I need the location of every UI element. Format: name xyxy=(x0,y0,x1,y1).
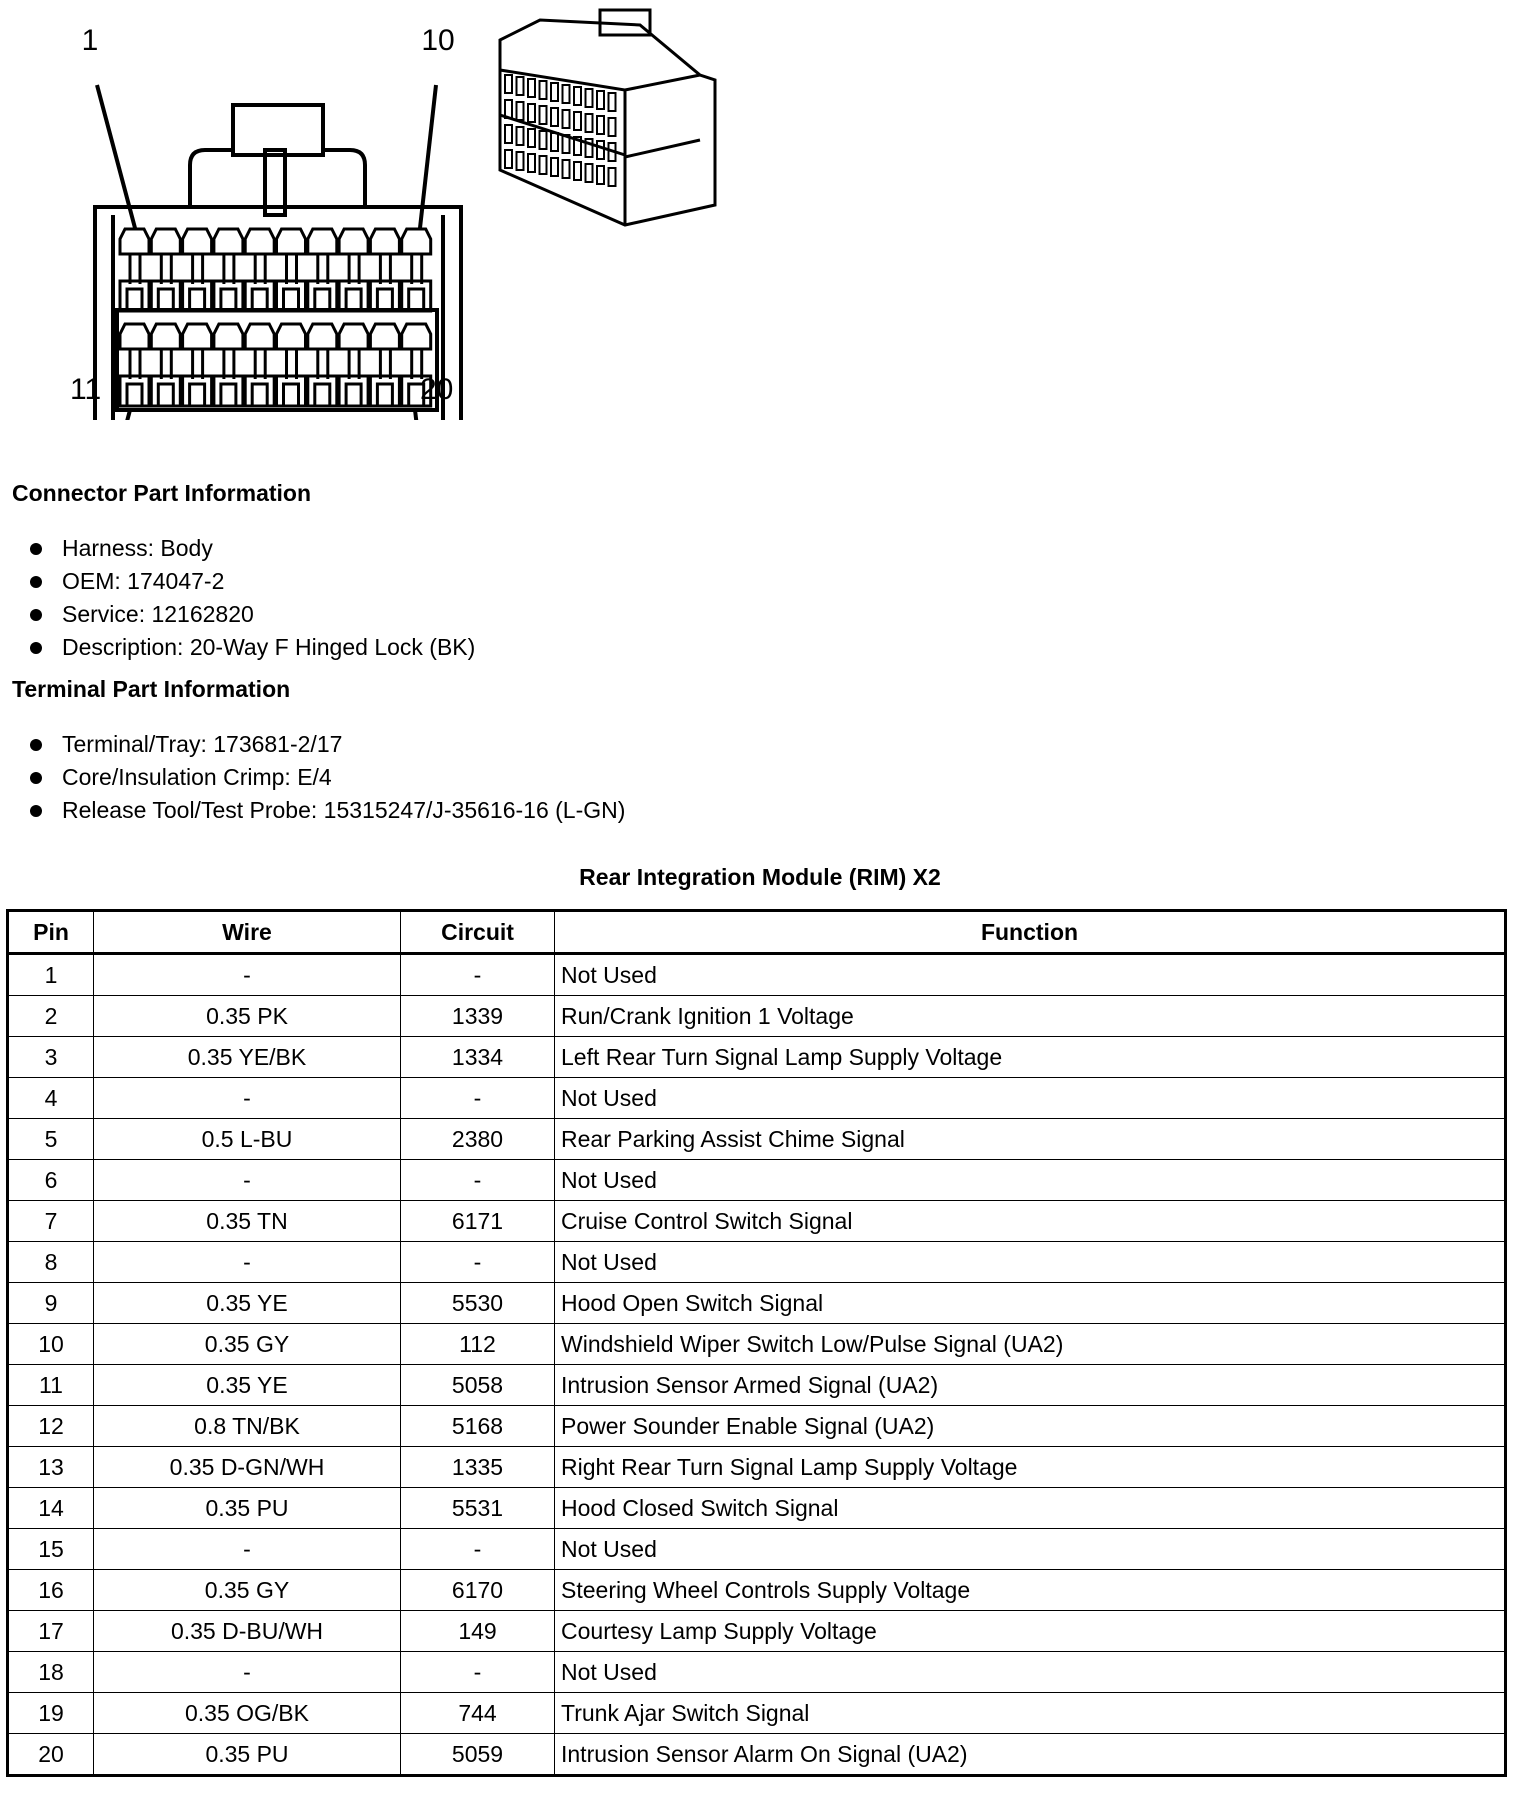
pin-cavity-3d xyxy=(551,83,558,101)
table-row xyxy=(8,1529,1506,1570)
header-pin: Pin xyxy=(8,911,94,954)
pin-cavity xyxy=(151,324,180,406)
pinout-table xyxy=(6,909,1507,1777)
connector-info-heading: Connector Part Information xyxy=(12,480,312,506)
cell-wire: 0.35 YE/BK xyxy=(94,1037,401,1078)
pin-cavity-3d xyxy=(505,125,512,143)
cell-function: Rear Parking Assist Chime Signal xyxy=(555,1119,1506,1160)
table-row xyxy=(8,1488,1506,1529)
pin-cavity xyxy=(120,324,149,406)
cell-wire: 0.35 PK xyxy=(94,996,401,1037)
cell-function: Hood Open Switch Signal xyxy=(555,1283,1506,1324)
list-item: Core/Insulation Crimp: E/4 xyxy=(28,761,625,794)
pin-cavity-3d xyxy=(586,164,593,182)
cell-circuit: 6171 xyxy=(401,1201,555,1242)
cell-pin: 18 xyxy=(8,1652,94,1693)
table-title: Rear Integration Module (RIM) X2 xyxy=(579,864,941,890)
pin-cavity-3d xyxy=(551,158,558,176)
pin-cavity-3d xyxy=(540,106,547,124)
cell-wire: - xyxy=(94,1529,401,1570)
table-row xyxy=(8,1078,1506,1119)
cell-function: Windshield Wiper Switch Low/Pulse Signal (UA2) xyxy=(555,1324,1506,1365)
cell-function: Cruise Control Switch Signal xyxy=(555,1201,1506,1242)
list-item: OEM: 174047-2 xyxy=(28,565,475,598)
cell-function: Courtesy Lamp Supply Voltage xyxy=(555,1611,1506,1652)
cell-pin: 20 xyxy=(8,1734,94,1776)
pin-cavity xyxy=(183,229,212,311)
cell-circuit: 5530 xyxy=(401,1283,555,1324)
pin-cavity-3d xyxy=(528,79,535,97)
pin-cavity xyxy=(214,229,243,311)
cell-circuit: - xyxy=(401,1652,555,1693)
cell-wire: 0.35 TN xyxy=(94,1201,401,1242)
table-row xyxy=(8,1693,1506,1734)
pin-cavity xyxy=(339,324,368,406)
cell-pin: 5 xyxy=(8,1119,94,1160)
cell-function: Power Sounder Enable Signal (UA2) xyxy=(555,1406,1506,1447)
cell-pin: 19 xyxy=(8,1693,94,1734)
pin-cavity xyxy=(120,229,149,311)
list-item: Harness: Body xyxy=(28,532,475,565)
cell-function: Not Used xyxy=(555,1242,1506,1283)
pin-cavity-3d xyxy=(540,156,547,174)
cell-function: Steering Wheel Controls Supply Voltage xyxy=(555,1570,1506,1611)
pin-cavity xyxy=(308,229,337,311)
cell-pin: 15 xyxy=(8,1529,94,1570)
pin-cavity-3d xyxy=(505,150,512,168)
pin-cavity-3d xyxy=(597,91,604,109)
cell-wire: - xyxy=(94,1160,401,1201)
pin-cavity-3d xyxy=(574,87,581,105)
pin-cavity xyxy=(277,324,306,406)
cell-pin: 9 xyxy=(8,1283,94,1324)
pin-cavity-3d xyxy=(517,127,524,145)
pin-label-20: 20 xyxy=(420,373,454,406)
pin-label-10: 10 xyxy=(421,24,455,57)
table-row xyxy=(8,1447,1506,1488)
cell-circuit: 1339 xyxy=(401,996,555,1037)
connector-info-list xyxy=(28,532,475,664)
pin-cavity xyxy=(245,324,274,406)
table-row xyxy=(8,1611,1506,1652)
pin-cavity-3d xyxy=(551,108,558,126)
cell-wire: 0.35 D-BU/WH xyxy=(94,1611,401,1652)
header-function: Function xyxy=(555,911,1506,954)
cell-circuit: 6170 xyxy=(401,1570,555,1611)
cell-wire: - xyxy=(94,1078,401,1119)
terminal-info-heading: Terminal Part Information xyxy=(12,676,291,702)
pin-cavity xyxy=(370,324,399,406)
cell-pin: 4 xyxy=(8,1078,94,1119)
cell-function: Hood Closed Switch Signal xyxy=(555,1488,1506,1529)
cell-pin: 6 xyxy=(8,1160,94,1201)
cell-wire: 0.8 TN/BK xyxy=(94,1406,401,1447)
pin-cavity-3d xyxy=(517,152,524,170)
cell-pin: 10 xyxy=(8,1324,94,1365)
cell-circuit: 1334 xyxy=(401,1037,555,1078)
cell-circuit: 1335 xyxy=(401,1447,555,1488)
pin-cavity-3d xyxy=(528,154,535,172)
pin-cavity xyxy=(214,324,243,406)
table-row xyxy=(8,1037,1506,1078)
cell-circuit: - xyxy=(401,1242,555,1283)
table-row xyxy=(8,1324,1506,1365)
cell-wire: 0.35 PU xyxy=(94,1734,401,1776)
cell-pin: 7 xyxy=(8,1201,94,1242)
pin-cavity xyxy=(370,229,399,311)
cell-pin: 16 xyxy=(8,1570,94,1611)
pin-cavity xyxy=(245,229,274,311)
cell-circuit: 149 xyxy=(401,1611,555,1652)
pin-cavity-3d xyxy=(574,112,581,130)
cell-pin: 3 xyxy=(8,1037,94,1078)
list-item: Description: 20-Way F Hinged Lock (BK) xyxy=(28,631,475,664)
header-circuit: Circuit xyxy=(401,911,555,954)
cell-circuit: - xyxy=(401,1160,555,1201)
cell-circuit: - xyxy=(401,1078,555,1119)
cell-function: Not Used xyxy=(555,1078,1506,1119)
cell-pin: 13 xyxy=(8,1447,94,1488)
table-header-row xyxy=(8,911,1506,954)
connector-face-diagram xyxy=(0,0,760,420)
terminal-info-list xyxy=(28,728,625,827)
table-row xyxy=(8,954,1506,996)
pin-cavity-3d xyxy=(517,102,524,120)
pin-cavity xyxy=(339,229,368,311)
pin-cavity-3d xyxy=(586,89,593,107)
cell-circuit: 5531 xyxy=(401,1488,555,1529)
pin-cavity-3d xyxy=(609,93,616,111)
connector-3d-view xyxy=(500,10,715,225)
cell-circuit: - xyxy=(401,1529,555,1570)
pin-cavity-3d xyxy=(597,166,604,184)
cell-circuit: - xyxy=(401,954,555,996)
pin-cavity xyxy=(183,324,212,406)
pin-cavity-3d xyxy=(609,118,616,136)
list-item: Release Tool/Test Probe: 15315247/J-35616-16 (L-GN) xyxy=(28,794,625,827)
cell-wire: 0.35 PU xyxy=(94,1488,401,1529)
cell-wire: 0.35 GY xyxy=(94,1324,401,1365)
pin-label-1: 1 xyxy=(81,24,99,57)
cell-wire: 0.35 D-GN/WH xyxy=(94,1447,401,1488)
cell-function: Trunk Ajar Switch Signal xyxy=(555,1693,1506,1734)
pin-cavity xyxy=(277,229,306,311)
table-row xyxy=(8,996,1506,1037)
table-row xyxy=(8,1160,1506,1201)
header-wire: Wire xyxy=(94,911,401,954)
cell-wire: - xyxy=(94,954,401,996)
pin-cavity-3d xyxy=(586,114,593,132)
table-row xyxy=(8,1365,1506,1406)
cell-pin: 12 xyxy=(8,1406,94,1447)
table-row xyxy=(8,1406,1506,1447)
pin-cavity-3d xyxy=(597,141,604,159)
pin-cavity xyxy=(308,324,337,406)
cell-pin: 14 xyxy=(8,1488,94,1529)
pin-cavity-3d xyxy=(517,77,524,95)
cell-function: Left Rear Turn Signal Lamp Supply Voltage xyxy=(555,1037,1506,1078)
pin-cavity-3d xyxy=(551,133,558,151)
cell-circuit: 5168 xyxy=(401,1406,555,1447)
table-row xyxy=(8,1734,1506,1776)
cell-pin: 8 xyxy=(8,1242,94,1283)
cell-function: Intrusion Sensor Armed Signal (UA2) xyxy=(555,1365,1506,1406)
pin-cavity-3d xyxy=(563,160,570,178)
pin-cavity-3d xyxy=(505,75,512,93)
pin-cavity-3d xyxy=(574,162,581,180)
pin-cavity-3d xyxy=(528,129,535,147)
cell-circuit: 112 xyxy=(401,1324,555,1365)
table-row xyxy=(8,1119,1506,1160)
list-item: Terminal/Tray: 173681-2/17 xyxy=(28,728,625,761)
cell-wire: 0.35 GY xyxy=(94,1570,401,1611)
cell-wire: 0.35 OG/BK xyxy=(94,1693,401,1734)
cell-wire: 0.5 L-BU xyxy=(94,1119,401,1160)
table-row xyxy=(8,1283,1506,1324)
cell-wire: - xyxy=(94,1652,401,1693)
cell-function: Not Used xyxy=(555,1160,1506,1201)
cell-function: Not Used xyxy=(555,1652,1506,1693)
cell-wire: - xyxy=(94,1242,401,1283)
cell-circuit: 5059 xyxy=(401,1734,555,1776)
pin-cavity xyxy=(151,229,180,311)
cell-pin: 1 xyxy=(8,954,94,996)
pin-cavity-3d xyxy=(609,168,616,186)
cell-pin: 2 xyxy=(8,996,94,1037)
pin-cavity-3d xyxy=(528,104,535,122)
pin-cavity-3d xyxy=(597,116,604,134)
pin-cavity-3d xyxy=(540,81,547,99)
cell-circuit: 2380 xyxy=(401,1119,555,1160)
pin-cavity-3d xyxy=(540,131,547,149)
pin-cavity-3d xyxy=(563,110,570,128)
table-row xyxy=(8,1201,1506,1242)
table-row xyxy=(8,1242,1506,1283)
cell-pin: 11 xyxy=(8,1365,94,1406)
cell-circuit: 744 xyxy=(401,1693,555,1734)
cell-pin: 17 xyxy=(8,1611,94,1652)
pin-cavity xyxy=(402,229,431,311)
cell-wire: 0.35 YE xyxy=(94,1283,401,1324)
cell-function: Not Used xyxy=(555,954,1506,996)
cell-function: Not Used xyxy=(555,1529,1506,1570)
pin-label-11: 11 xyxy=(70,373,102,406)
cell-function: Intrusion Sensor Alarm On Signal (UA2) xyxy=(555,1734,1506,1776)
cell-function: Run/Crank Ignition 1 Voltage xyxy=(555,996,1506,1037)
table-row xyxy=(8,1570,1506,1611)
list-item: Service: 12162820 xyxy=(28,598,475,631)
pin-cavity-3d xyxy=(563,85,570,103)
pin-cavity-3d xyxy=(505,100,512,118)
cell-function: Right Rear Turn Signal Lamp Supply Voltage xyxy=(555,1447,1506,1488)
table-row xyxy=(8,1652,1506,1693)
cell-circuit: 5058 xyxy=(401,1365,555,1406)
cell-wire: 0.35 YE xyxy=(94,1365,401,1406)
